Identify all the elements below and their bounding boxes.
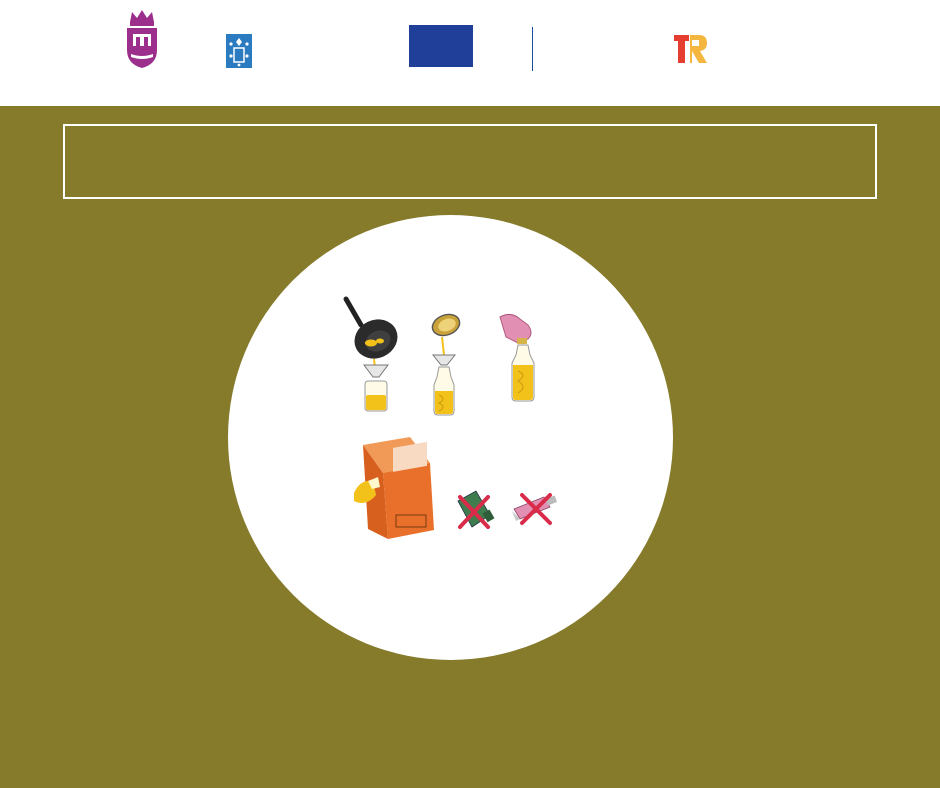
eu-flag-icon [409, 25, 473, 67]
campaign-title-box [63, 124, 877, 199]
xunta-logo [226, 32, 356, 72]
oil-jar-icon [365, 381, 387, 411]
recycling-badge-graphic [228, 215, 673, 660]
orange-container-icon [354, 437, 434, 539]
prtr-logo [673, 32, 843, 68]
eu-logo [409, 25, 473, 81]
nextgen-eu-logo [532, 27, 642, 71]
funnel-icon [364, 365, 388, 377]
santa-comba-crest-icon [100, 8, 184, 70]
hand-closing-bottle-icon [500, 314, 534, 401]
recycling-badge [228, 215, 673, 660]
tin-can-icon [429, 311, 462, 355]
crossed-glass-bottle-icon [512, 495, 557, 523]
santa-comba-logo [100, 8, 184, 96]
xunta-emblem-icon [226, 34, 252, 68]
prtr-emblem-icon [673, 32, 709, 66]
logo-header [0, 0, 940, 106]
crossed-motor-oil-icon [458, 491, 494, 527]
oil-bottle-icon [434, 367, 454, 415]
container-label [396, 515, 426, 527]
funnel-icon [433, 355, 455, 365]
